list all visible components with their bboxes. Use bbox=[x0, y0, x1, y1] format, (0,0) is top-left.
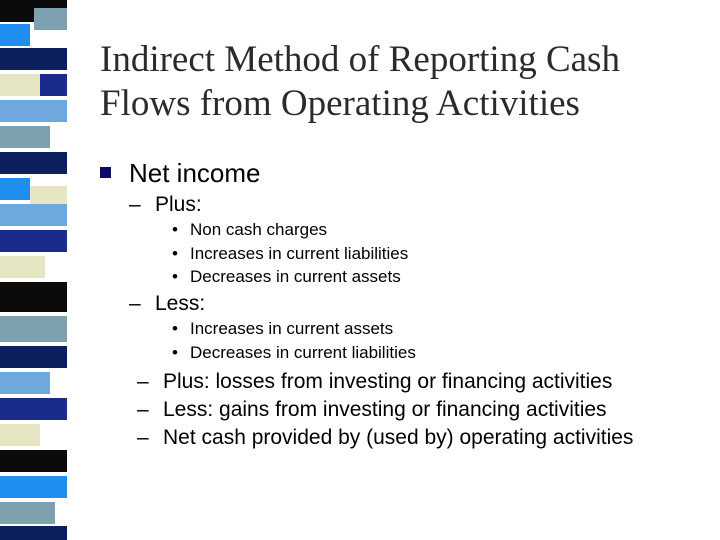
bullet-text: Net cash provided by (used by) operating activities bbox=[163, 426, 634, 449]
stripe bbox=[0, 48, 67, 70]
stripe bbox=[0, 372, 50, 394]
stripe bbox=[0, 74, 40, 96]
bullet-text: Less: gains from investing or financing activities bbox=[163, 398, 607, 421]
stripe bbox=[0, 152, 67, 174]
slide-title bbox=[100, 38, 700, 126]
item-text: Increases in current assets bbox=[190, 319, 394, 338]
item-text: Non cash charges bbox=[190, 220, 328, 239]
bullet-text: Plus: bbox=[155, 193, 202, 216]
dash-bullet: – bbox=[129, 292, 141, 315]
stripe bbox=[34, 8, 67, 30]
stripe bbox=[0, 316, 67, 342]
title-line: Indirect Method of Reporting Cash bbox=[100, 39, 620, 80]
stripe bbox=[0, 24, 30, 46]
dot-bullet: • bbox=[172, 220, 178, 239]
stripe bbox=[0, 476, 67, 498]
bullet-text: Net income bbox=[129, 158, 261, 188]
stripe bbox=[0, 502, 55, 524]
dot-bullet: • bbox=[172, 319, 178, 338]
item-text: Decreases in current liabilities bbox=[190, 343, 416, 362]
stripe bbox=[0, 450, 67, 472]
item-text: Increases in current liabilities bbox=[190, 244, 409, 263]
title-line: Flows from Operating Activities bbox=[100, 83, 580, 124]
dash-bullet: – bbox=[137, 370, 149, 393]
stripe bbox=[40, 74, 67, 96]
decorative-stripe-bar bbox=[0, 0, 67, 540]
dot-bullet: • bbox=[172, 244, 178, 263]
square-bullet-icon bbox=[100, 167, 111, 178]
dash-bullet: – bbox=[137, 426, 149, 449]
stripe bbox=[0, 256, 45, 278]
stripe bbox=[0, 100, 67, 122]
stripe bbox=[0, 526, 67, 540]
stripe bbox=[0, 178, 30, 200]
bullet-text: Plus: losses from investing or financing activities bbox=[163, 370, 613, 393]
dash-bullet: – bbox=[137, 398, 149, 421]
stripe bbox=[0, 126, 50, 148]
stripe bbox=[0, 282, 67, 312]
stripe bbox=[0, 204, 67, 226]
stripe bbox=[0, 346, 67, 368]
stripe bbox=[0, 398, 67, 420]
bullet-text: Less: bbox=[155, 292, 206, 315]
stripe bbox=[0, 230, 67, 252]
stripe bbox=[0, 424, 40, 446]
dash-bullet: – bbox=[129, 193, 141, 216]
dot-bullet: • bbox=[172, 343, 178, 362]
item-text: Decreases in current assets bbox=[190, 267, 401, 286]
dot-bullet: • bbox=[172, 267, 178, 286]
